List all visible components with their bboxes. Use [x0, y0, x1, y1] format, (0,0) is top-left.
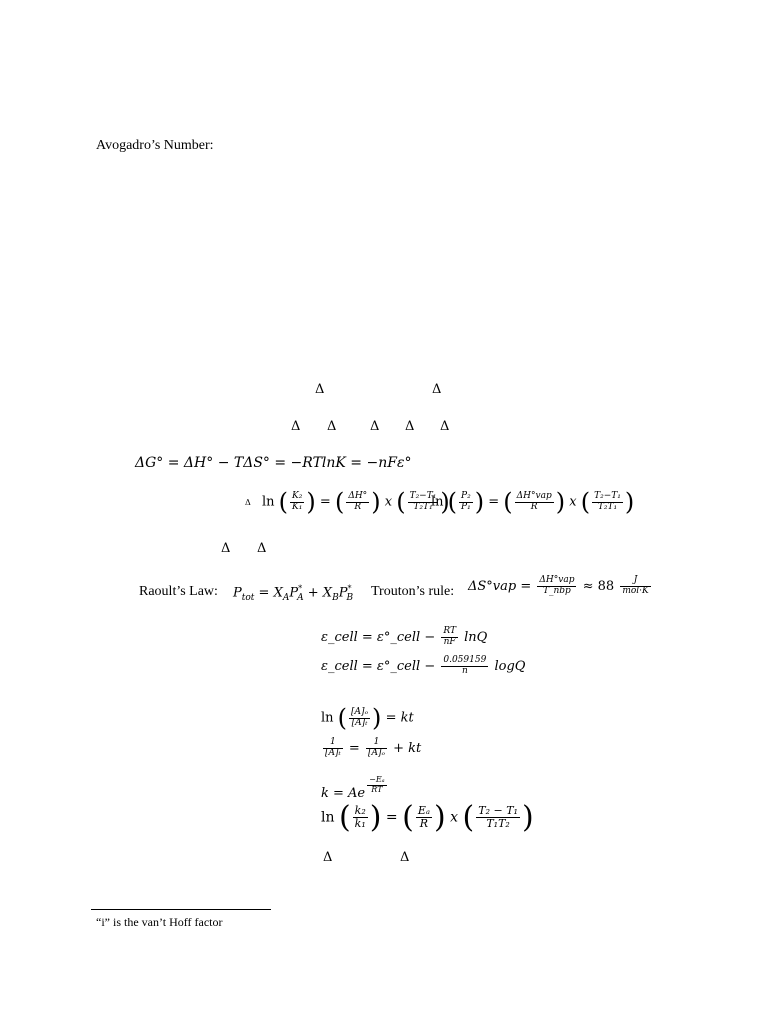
raoult-label: Raoult’s Law:	[139, 584, 218, 599]
delta-symbol: Δ	[257, 541, 267, 556]
trouton-label: Trouton’s rule:	[371, 584, 455, 599]
nernst-equation-log: ε_cell = ε°_cell − $\frac{0.059159}{n}$ logQ	[321, 655, 526, 676]
nernst-equation-ln: ε_cell = ε°_cell − $\frac{RT}{nF}$ lnQ	[321, 626, 488, 647]
trouton-equation: ΔS°vap = $\frac{\text{ΔH°vap}}{\text{T\_nbp}}$ ≈ 88 $\frac{J}{\text{mol·K}}$	[468, 575, 649, 596]
delta-symbol: Δ	[405, 419, 415, 434]
delta-symbol: Δ	[400, 850, 410, 865]
delta-symbol: Δ	[315, 382, 325, 397]
delta-symbol: Δ	[432, 382, 442, 397]
open-paren: (	[278, 488, 289, 516]
footnote-text: “i” is the van’t Hoff factor	[96, 915, 223, 929]
first-order-equation: ln ( $\frac{\text{[A]ₒ}}{\text{[A]ₜ}}$ ) = kt	[321, 704, 414, 732]
delta-symbol: Δ	[370, 419, 380, 434]
k-ratio: $\frac{\text{K₂}}{\text{K₁}}$	[292, 490, 303, 512]
second-order-equation: $\frac{1}{\text{[A]ₜ}}$ = $\frac{1}{\text{[A]ₒ}}$ + kt	[325, 737, 422, 758]
p-ratio: $\frac{\text{P₂}}{\text{P₁}}$	[461, 490, 471, 512]
temp-ratio: $\frac{\text{T₂−T₁}}{\text{T₂T₁}}$	[594, 490, 621, 512]
dh-ratio: $\frac{\Delta H^\circ}{R}$	[348, 490, 368, 512]
delta-symbol: Δ	[440, 419, 450, 434]
delta-symbol: Δ	[327, 419, 337, 434]
footnote-rule	[91, 909, 271, 910]
temp-ratio: $\frac{\text{T₂−T₁}}{\text{T₂T₁}}$	[409, 490, 437, 512]
arrhenius-two-point: ln ( $\frac{\text{k₂}}{\text{k₁}}$ ) = ( $\frac{\text{Eₐ}}{R}$ ) x ( $\frac{\text{T₂ − T₁}}{\text{T₁T₂}}$ )	[321, 800, 534, 835]
arrhenius-equation: k = Ae $\frac{\text{−Eₐ}}{RT}$	[321, 775, 385, 802]
avogadro-label: Avogadro’s Number:	[96, 138, 214, 153]
delta-symbol: Δ	[291, 419, 301, 434]
trouton-ratio: $\frac{\text{ΔH°vap}}{\text{T\_nbp}}$	[539, 575, 575, 596]
dhvap-ratio: $\frac{\text{ΔH°vap}}{R}$	[516, 490, 552, 512]
delta-symbol-small: Δ	[245, 498, 251, 507]
ln-label: ln	[262, 494, 275, 510]
raoult-equation: $P_{tot} = X_AP^*_A + X_BP^*_B$	[233, 584, 354, 603]
vant-hoff-equation: ln ( $\frac{\text{K₂}}{\text{K₁}}$ ) = ( $\frac{\Delta H^\circ}{R}$ ) x ( $\frac{\text{T₂−T₁}}{\text{T₂T₁}}$ )	[262, 488, 450, 516]
gibbs-equation: ΔG° = ΔH° − TΔS° = −RTlnK = −nFε°	[135, 455, 412, 471]
clausius-equation: ln ( $\frac{\text{P₂}}{\text{P₁}}$ ) = ( $\frac{\text{ΔH°vap}}{R}$ ) x ( $\frac{\text{T₂−T₁}}{\text{T₂T₁}}$ )	[431, 488, 635, 516]
delta-symbol: Δ	[323, 850, 333, 865]
delta-symbol: Δ	[221, 541, 231, 556]
trouton-unit: $\frac{J}{\text{mol·K}}$	[622, 575, 649, 596]
